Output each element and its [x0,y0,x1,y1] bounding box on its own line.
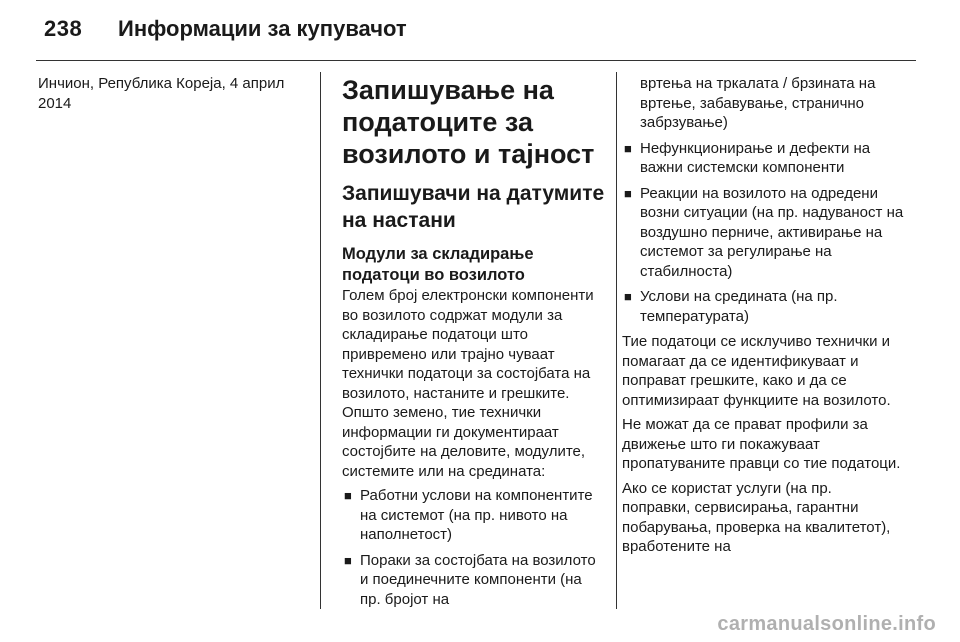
column-divider-right [616,72,617,609]
list-item-text: Услови на средината (на пр. температурата) [640,288,838,325]
list-item [622,139,904,178]
right-paragraph: Тие податоци се исклучиво технички и помагаат да се идентификуваат и поправат грешките, како и да се оптимизираат функциите на возилото. [622,333,891,409]
middle-bullet-list [342,486,606,609]
right-column [622,74,904,562]
list-item-text: Нефункционирање и дефекти на важни системски компоненти [640,139,871,176]
watermark: carmanualsonline.info [717,613,936,635]
page-header [0,0,960,60]
continued-list-text: вртења на тркалата / брзината на вртење, забавување, странично забрзување) [640,75,876,131]
list-item [342,551,606,610]
bullet-icon: ■ [624,185,632,201]
list-item-text: Пораки за состојбата на возилото и поединечните компоненти (на пр. бројот на [360,551,596,608]
list-item-text: Реакции на возилото на одредени возни ситуации (на пр. надуваност на воздушно перниче, активирање на системот за регулирање на стабилноста) [640,184,904,280]
minor-heading: Модули за складирање податоци во возилото [342,245,534,284]
right-bullet-list [622,139,904,327]
bullet-icon: ■ [344,488,352,503]
list-item [622,287,904,326]
sub-heading: Запишувачи на датумите на настани [342,182,605,232]
header-rule [36,60,916,61]
list-item [622,184,904,282]
left-column [38,74,310,118]
list-item [342,486,606,545]
bullet-icon: ■ [344,552,352,568]
middle-column [342,74,606,615]
bullet-icon: ■ [624,140,632,156]
left-column-text: Инчион, Република Кореја, 4 април 2014 [38,75,285,112]
bullet-icon: ■ [624,289,632,304]
page-number: 238 [44,16,83,41]
header-title: Информации за купувачот [118,16,407,41]
section-heading: Запишување на податоците за возилото и тајност [342,75,595,169]
column-divider-left [320,72,321,609]
middle-paragraph: Голем број електронски компоненти во возилото содржат модули за складирање податоци што привремено или трајно чуваат технички податоци за состојбата на возилото, настаните и грешките. Општо земено, тие технички информации ги документираат состојбите на деловите, модулите, системите или на средината: [342,287,594,480]
list-item-text: Работни услови на компонентите на системот (на пр. нивото на наполнетост) [360,487,593,543]
right-paragraph: Ако се користат услуги (на пр. поправки, сервисирања, гарантни побарувања, проверка на квалитетот), вработените на [622,479,891,555]
right-paragraph: Не можат да се прават профили за движење што ги покажуваат пропатуваните правци со тие податоци. [622,416,901,472]
